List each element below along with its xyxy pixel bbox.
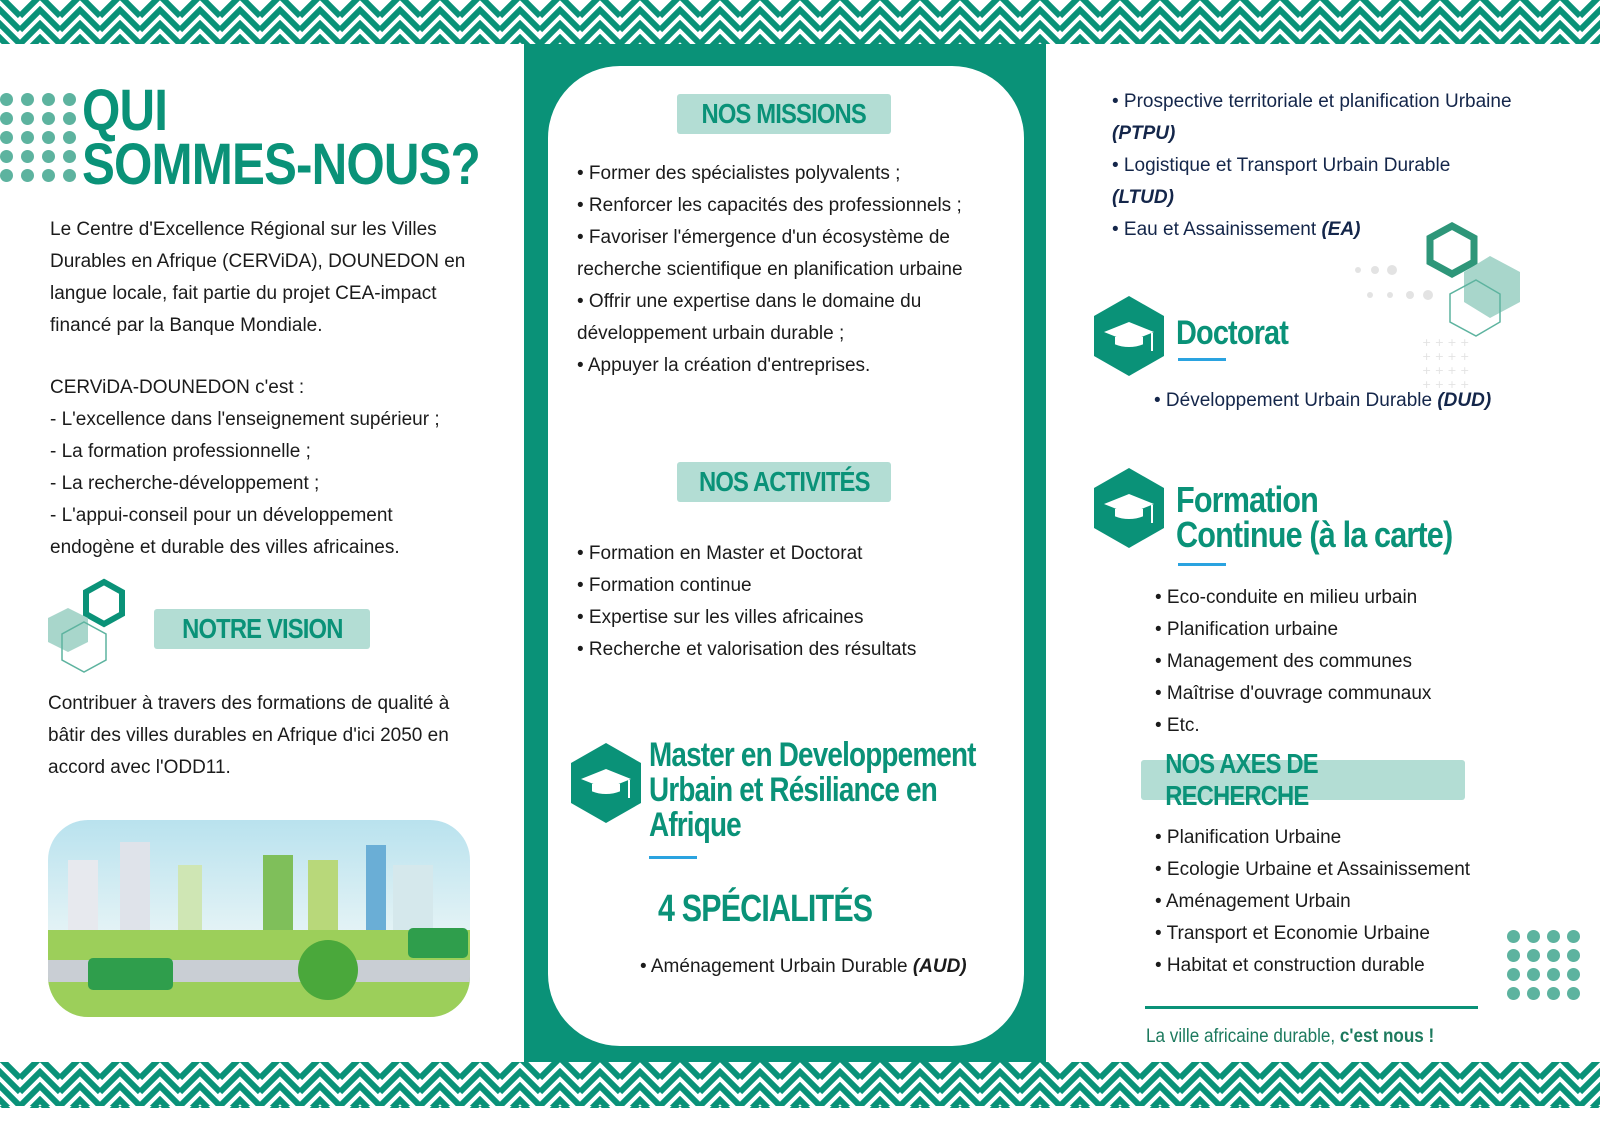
divider — [1145, 1006, 1478, 1009]
tagline: La ville africaine durable, c'est nous ! — [1146, 1026, 1435, 1047]
accent-line — [1178, 358, 1226, 361]
hexagon-decoration — [1350, 220, 1530, 390]
master-title: Master en Developpement Urbain et Résiliance en Afrique — [649, 736, 976, 844]
graduation-cap-icon — [1094, 468, 1164, 548]
formation-list: • Eco-conduite en milieu urbain • Planification urbaine • Management des communes • Maîtrise d'ouvrage communaux • Etc. — [1155, 587, 1432, 736]
missions-badge: NOS MISSIONS — [677, 94, 891, 134]
formation-title: Formation Continue (à la carte) — [1176, 479, 1453, 555]
dots-decoration — [1507, 930, 1580, 1000]
specialite-item: • Aménagement Urbain Durable (AUD) — [640, 956, 967, 977]
graduation-cap-icon — [1094, 296, 1164, 376]
specialites-list: • Prospective territoriale et planification Urbaine (PTPU) • Logistique et Transport Urbain Durable (LTUD) • Eau et Assainissement (EA) — [1112, 91, 1512, 240]
city-illustration — [48, 820, 470, 1017]
vision-text: Contribuer à travers des formations de qualité à bâtir des villes durables en Afrique d'ici 2050 en accord avec l'ODD11. — [48, 693, 450, 778]
graduation-cap-icon — [571, 743, 641, 823]
svg-text:+ + + +: + + + + — [1422, 336, 1470, 349]
doctorat-item: • Développement Urbain Durable (DUD) — [1154, 390, 1492, 411]
axes-list: • Planification Urbaine • Ecologie Urbaine et Assainissement • Aménagement Urbain • Transport et Economie Urbaine • Habitat et construction durable — [1155, 827, 1471, 976]
accent-line — [1178, 563, 1226, 566]
activities-badge: NOS ACTIVITÉS — [677, 462, 891, 502]
activities-list: • Formation en Master et Doctorat • Formation continue • Expertise sur les villes africaines • Recherche et valorisation des résultats — [577, 543, 917, 660]
specialites-title: 4 SPÉCIALITÉS — [658, 888, 873, 930]
missions-list: • Former des spécialistes polyvalents ; • Renforcer les capacités des professionnels ; • Favoriser l'émergence d'un écosystème de recherche scientifique en planification urbaine • Offrir une expertise dans le domaine du développement urbain durable ; • Appuyer la création d'entreprises. — [577, 163, 963, 376]
dots-decoration — [0, 93, 76, 182]
doctorat-title: Doctorat — [1176, 314, 1289, 352]
intro-text: Le Centre d'Excellence Régional sur les Villes Durables en Afrique (CERViDA), DOUNEDON en langue locale, fait partie du projet CEA-impact financé par la Banque Mondiale. — [50, 219, 466, 336]
svg-text:+ + + +: + + + + — [1422, 378, 1470, 390]
chevron-band-bottom — [0, 1062, 1600, 1108]
cest-label: CERViDA-DOUNEDON c'est : — [50, 377, 305, 398]
axes-badge: NOS AXES DE RECHERCHE — [1141, 760, 1465, 800]
accent-line — [649, 856, 697, 859]
cervida-list: - L'excellence dans l'enseignement supérieur ; - La formation professionnelle ; - La recherche-développement ; - L'appui-conseil pour un développement endogène et durable des villes africaines. — [50, 409, 440, 558]
page-title: QUI SOMMES-NOUS? — [82, 78, 480, 197]
hexagon-decoration — [46, 578, 136, 688]
vision-badge: NOTRE VISION — [154, 609, 370, 649]
svg-text:+ + + +: + + + + — [1422, 350, 1470, 363]
svg-text:+ + + +: + + + + — [1422, 364, 1470, 377]
chevron-band-top — [0, 0, 1600, 44]
